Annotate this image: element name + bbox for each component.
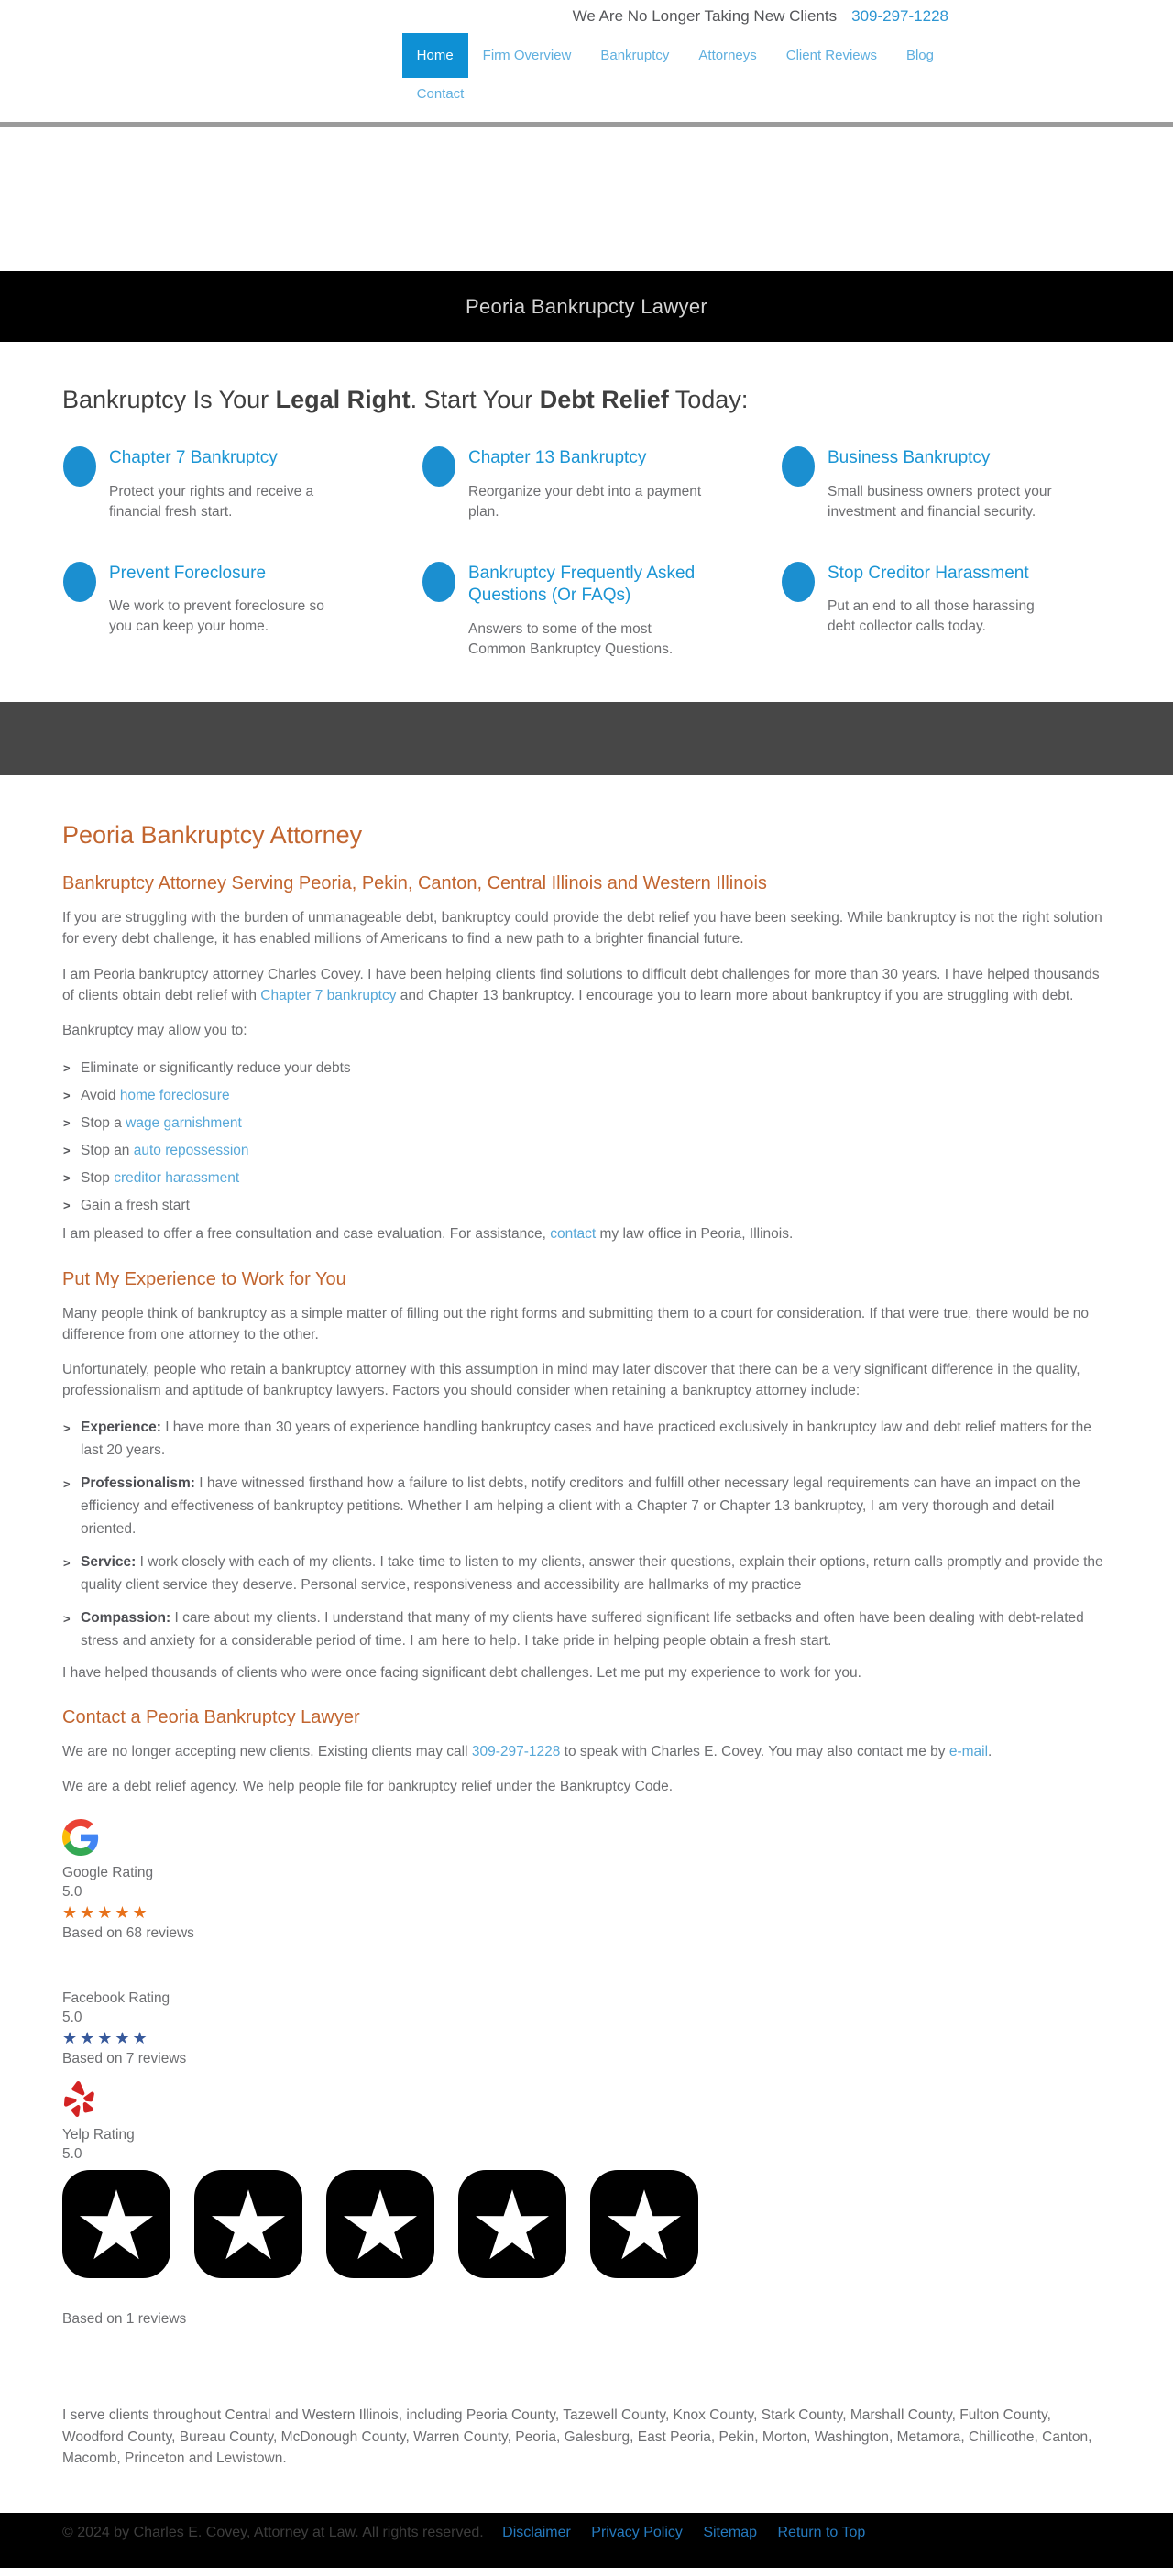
feature-title-link[interactable]: Chapter 13 Bankruptcy	[468, 448, 647, 467]
site-footer	[0, 2513, 1173, 2568]
google-stars: ★★★★★	[62, 1903, 150, 1923]
google-rating-score: 5.0	[62, 1884, 82, 1901]
facebook-rating-score: 5.0	[62, 2010, 82, 2026]
feature-chapter-13	[422, 445, 782, 522]
intro-paragraph-1: If you are struggling with the burden of unmanageable debt, bankruptcy could provide the debt relief you have been seeking. While bankruptcy is not the right solution for every debt challenge, it has enabled millions of Americans to find a new path to a brighter financial future.	[62, 910, 1102, 948]
feature-description: Answers to some of the most Common Bankruptcy Questions.	[468, 621, 674, 658]
hero-heading-text: Today:	[668, 386, 749, 413]
home-foreclosure-link[interactable]: home foreclosure	[119, 1088, 230, 1104]
yelp-rating-score: 5.0	[62, 2146, 82, 2163]
benefit-item	[62, 1192, 1111, 1220]
wage-garnishment-link[interactable]: wage garnishment	[126, 1115, 242, 1132]
copyright-text: © 2024 by Charles E. Covey, Attorney at Law. All rights reserved.	[62, 2525, 484, 2541]
hero-heading	[62, 386, 1111, 414]
service-area-paragraph: I serve clients throughout Central and Western Illinois, including Peoria County, Tazewell County, Knox County, Stark County, Marshall County, Fulton County, Woodford County, Bureau County, McDonough County, Warren County, Peoria, Galesburg, East Peoria, Pekin, Morton, Washington, Metamora, Chillicothe, Canton, Macomb, Princeton and Lewistown.	[62, 2407, 1092, 2466]
factor-item-service	[62, 1551, 1111, 1596]
feature-title-link[interactable]: Bankruptcy Frequently Asked Questions (Or FAQs)	[468, 563, 696, 606]
hero-heading-bold-debt-relief: Debt Relief	[539, 386, 669, 413]
header-phone-link[interactable]: 309-297-1228	[851, 7, 948, 25]
nav-item-bankruptcy[interactable]: Bankruptcy	[600, 48, 670, 63]
google-rating-label: Google Rating	[62, 1865, 154, 1881]
blue-circle-icon	[63, 562, 96, 602]
page-title: Peoria Bankruptcy Attorney	[62, 821, 363, 850]
star-tile-icon	[194, 2170, 302, 2278]
benefit-item	[62, 1137, 1111, 1165]
experience-subheading: Put My Experience to Work for You	[62, 1268, 346, 1289]
factor-text: I work closely with each of my clients. I take time to listen to my clients, answer their questions, explain their options, return calls promptly and provide the quality client service they deserve. Personal service, responsiveness and accessibility are hallmarks of my practice	[81, 1553, 1103, 1593]
benefits-intro: Bankruptcy may allow you to:	[62, 1023, 247, 1039]
feature-description: Small business owners protect your investment and financial security.	[828, 483, 1052, 520]
benefit-item	[62, 1165, 1111, 1192]
feature-faqs	[422, 561, 782, 660]
free-consultation-paragraph	[62, 1223, 1111, 1244]
benefit-text: Stop	[81, 1170, 115, 1187]
footer-link-disclaimer[interactable]: Disclaimer	[502, 2525, 571, 2541]
feature-chapter-7	[63, 445, 422, 522]
nav-item-contact[interactable]: Contact	[416, 86, 465, 102]
main-nav	[402, 33, 948, 113]
header-tagline-row	[573, 7, 948, 26]
paragraph-text: .	[988, 1743, 992, 1759]
yelp-logo-icon	[62, 2080, 97, 2119]
feature-title-link[interactable]: Business Bankruptcy	[828, 448, 991, 467]
yelp-big-stars-row	[62, 2170, 1111, 2278]
yelp-rating-based-on: Based on 1 reviews	[62, 2311, 187, 2328]
google-rating-block	[62, 1819, 1111, 1942]
star-tile-icon	[62, 2170, 170, 2278]
factor-item-compassion	[62, 1606, 1111, 1652]
chapter-7-bankruptcy-link[interactable]: Chapter 7 bankruptcy	[260, 987, 397, 1003]
factor-text: I have witnessed firsthand how a failure to list debts, notify creditors and fulfill other necessary legal requirements can have an impact on the efficiency and effectiveness of bankruptcy petitions. Whether I am helping a client with a Chapter 7 or Chapter 13 bankruptcy, I am very thorough and detail oriented.	[81, 1474, 1080, 1537]
ratings-section	[62, 1819, 1111, 2328]
blue-circle-icon	[63, 446, 96, 487]
no-new-clients-notice: We Are No Longer Taking New Clients	[572, 7, 838, 25]
factor-label: Experience:	[81, 1419, 161, 1435]
yelp-rating-label: Yelp Rating	[62, 2127, 135, 2143]
feature-business-bankruptcy	[782, 445, 1141, 522]
feature-title-link[interactable]: Stop Creditor Harassment	[828, 563, 1029, 583]
experience-paragraph-2: Unfortunately, people who retain a bankruptcy attorney with this assumption in mind may later discover that there can be a very significant difference in the quality, professionalism and aptitude of bankruptcy lawyers. Factors you should consider when retaining a bankruptcy attorney include:	[62, 1362, 1080, 1399]
blue-circle-icon	[782, 562, 815, 602]
factors-list	[62, 1416, 1111, 1652]
paragraph-text: I am Peoria bankruptcy attorney Charles Covey. I have been helping clients find solutions to difficult debt challenges for more than 30 years. I have helped thousands of clients obtain debt relief with	[62, 966, 1100, 1003]
blue-circle-icon	[422, 562, 455, 602]
site-header	[0, 0, 1173, 127]
feature-stop-creditor-harassment	[782, 561, 1141, 660]
main-article	[0, 775, 1173, 2469]
paragraph-text: to speak with Charles E. Covey. You may also contact me by	[560, 1743, 949, 1759]
page-banner	[0, 271, 1173, 342]
feature-description: Reorganize your debt into a payment plan.	[468, 483, 702, 520]
creditor-harassment-link[interactable]: creditor harassment	[114, 1170, 240, 1187]
intro-paragraph-2	[62, 964, 1111, 1007]
paragraph-text: and Chapter 13 bankruptcy. I encourage you to learn more about bankruptcy if you are struggling with debt.	[396, 987, 1074, 1003]
paragraph-text: my law office in Peoria, Illinois.	[596, 1226, 794, 1243]
factor-item-experience	[62, 1416, 1111, 1462]
debt-relief-agency-paragraph: We are a debt relief agency. We help people file for bankruptcy relief under the Bankruptcy Code.	[62, 1779, 674, 1795]
feature-grid	[63, 445, 1136, 660]
benefits-list	[62, 1055, 1111, 1220]
nav-item-home[interactable]: Home	[402, 33, 468, 78]
footer-link-sitemap[interactable]: Sitemap	[703, 2525, 758, 2541]
footer-link-privacy-policy[interactable]: Privacy Policy	[591, 2525, 683, 2541]
feature-title-link[interactable]: Chapter 7 Bankruptcy	[109, 448, 278, 467]
factor-label: Compassion:	[81, 1609, 171, 1626]
factor-text: I have more than 30 years of experience handling bankruptcy cases and have practiced exclusively in bankruptcy law and debt relief matters for the last 20 years.	[81, 1419, 1091, 1458]
helped-thousands-paragraph: I have helped thousands of clients who were once facing significant debt challenges. Let me put my experience to work for you.	[62, 1664, 861, 1681]
benefit-item	[62, 1110, 1111, 1137]
paragraph-text: I am pleased to offer a free consultation and case evaluation. For assistance,	[62, 1226, 551, 1243]
benefit-item	[62, 1055, 1111, 1082]
banner-title: Peoria Bankrupcty Lawyer	[466, 294, 707, 318]
feature-description: Protect your rights and receive a financial fresh start.	[109, 483, 314, 520]
nav-item-blog[interactable]: Blog	[905, 48, 934, 63]
serving-subheading: Bankruptcy Attorney Serving Peoria, Pekin, Canton, Central Illinois and Western Illinois	[62, 873, 767, 894]
contact-link[interactable]: contact	[550, 1226, 597, 1243]
feature-prevent-foreclosure	[63, 561, 422, 660]
email-link[interactable]: e-mail	[948, 1743, 989, 1759]
factor-text: I care about my clients. I understand that many of my clients have suffered significant life setbacks and often have been dealing with debt-related stress and anxiety for a considerable period of time. I am here to help. I take pride in helping people obtain a fresh start.	[81, 1609, 1084, 1649]
hero-heading-text: Bankruptcy Is Your	[62, 386, 276, 413]
benefit-item	[62, 1082, 1111, 1110]
star-tile-icon	[458, 2170, 566, 2278]
hero-heading-bold-legal-right: Legal Right	[275, 386, 411, 413]
benefit-text: Stop a	[81, 1115, 126, 1132]
feature-description: We work to prevent foreclosure so you can keep your home.	[109, 598, 324, 635]
factor-item-professionalism	[62, 1472, 1111, 1540]
benefit-text: Eliminate or significantly reduce your debts	[81, 1060, 351, 1077]
star-tile-icon	[326, 2170, 434, 2278]
yelp-rating-block	[62, 2080, 1111, 2328]
benefit-text: Avoid	[81, 1088, 120, 1104]
feature-description: Put an end to all those harassing debt collector calls today.	[828, 598, 1035, 635]
feature-title-link[interactable]: Prevent Foreclosure	[109, 563, 267, 583]
benefit-text: Stop an	[81, 1143, 134, 1159]
google-logo-icon	[62, 1819, 99, 1856]
nav-item-attorneys[interactable]: Attorneys	[698, 48, 757, 63]
contact-paragraph	[62, 1741, 1111, 1762]
paragraph-text: We are no longer accepting new clients. Existing clients may call	[62, 1743, 472, 1759]
nav-item-firm-overview[interactable]: Firm Overview	[482, 48, 572, 63]
facebook-rating-label: Facebook Rating	[62, 1990, 170, 2007]
factor-label: Service:	[81, 1553, 137, 1570]
contact-phone-link[interactable]: 309-297-1228	[471, 1743, 561, 1759]
facebook-rating-block	[62, 1990, 1111, 2067]
blue-circle-icon	[782, 446, 815, 487]
nav-item-client-reviews[interactable]: Client Reviews	[785, 48, 877, 63]
header-divider	[0, 122, 1173, 127]
contact-subheading: Contact a Peoria Bankruptcy Lawyer	[62, 1706, 360, 1727]
experience-paragraph-1: Many people think of bankruptcy as a simple matter of filling out the right forms and submitting them to a court for consideration. If that were true, there would be no difference from one attorney to the other.	[62, 1305, 1090, 1343]
auto-repossession-link[interactable]: auto repossession	[133, 1143, 249, 1159]
facebook-rating-based-on: Based on 7 reviews	[62, 2051, 187, 2067]
hero-heading-text: . Start Your	[410, 386, 540, 413]
blue-circle-icon	[422, 446, 455, 487]
factor-label: Professionalism:	[81, 1474, 195, 1491]
facebook-stars: ★★★★★	[62, 2029, 150, 2048]
google-rating-based-on: Based on 68 reviews	[62, 1925, 194, 1942]
star-tile-icon	[590, 2170, 698, 2278]
benefit-text: Gain a fresh start	[81, 1198, 190, 1214]
dark-gray-band	[0, 702, 1173, 775]
nav-row-secondary	[402, 78, 948, 113]
footer-link-return-to-top[interactable]: Return to Top	[777, 2525, 866, 2541]
nav-row-primary	[402, 33, 948, 78]
